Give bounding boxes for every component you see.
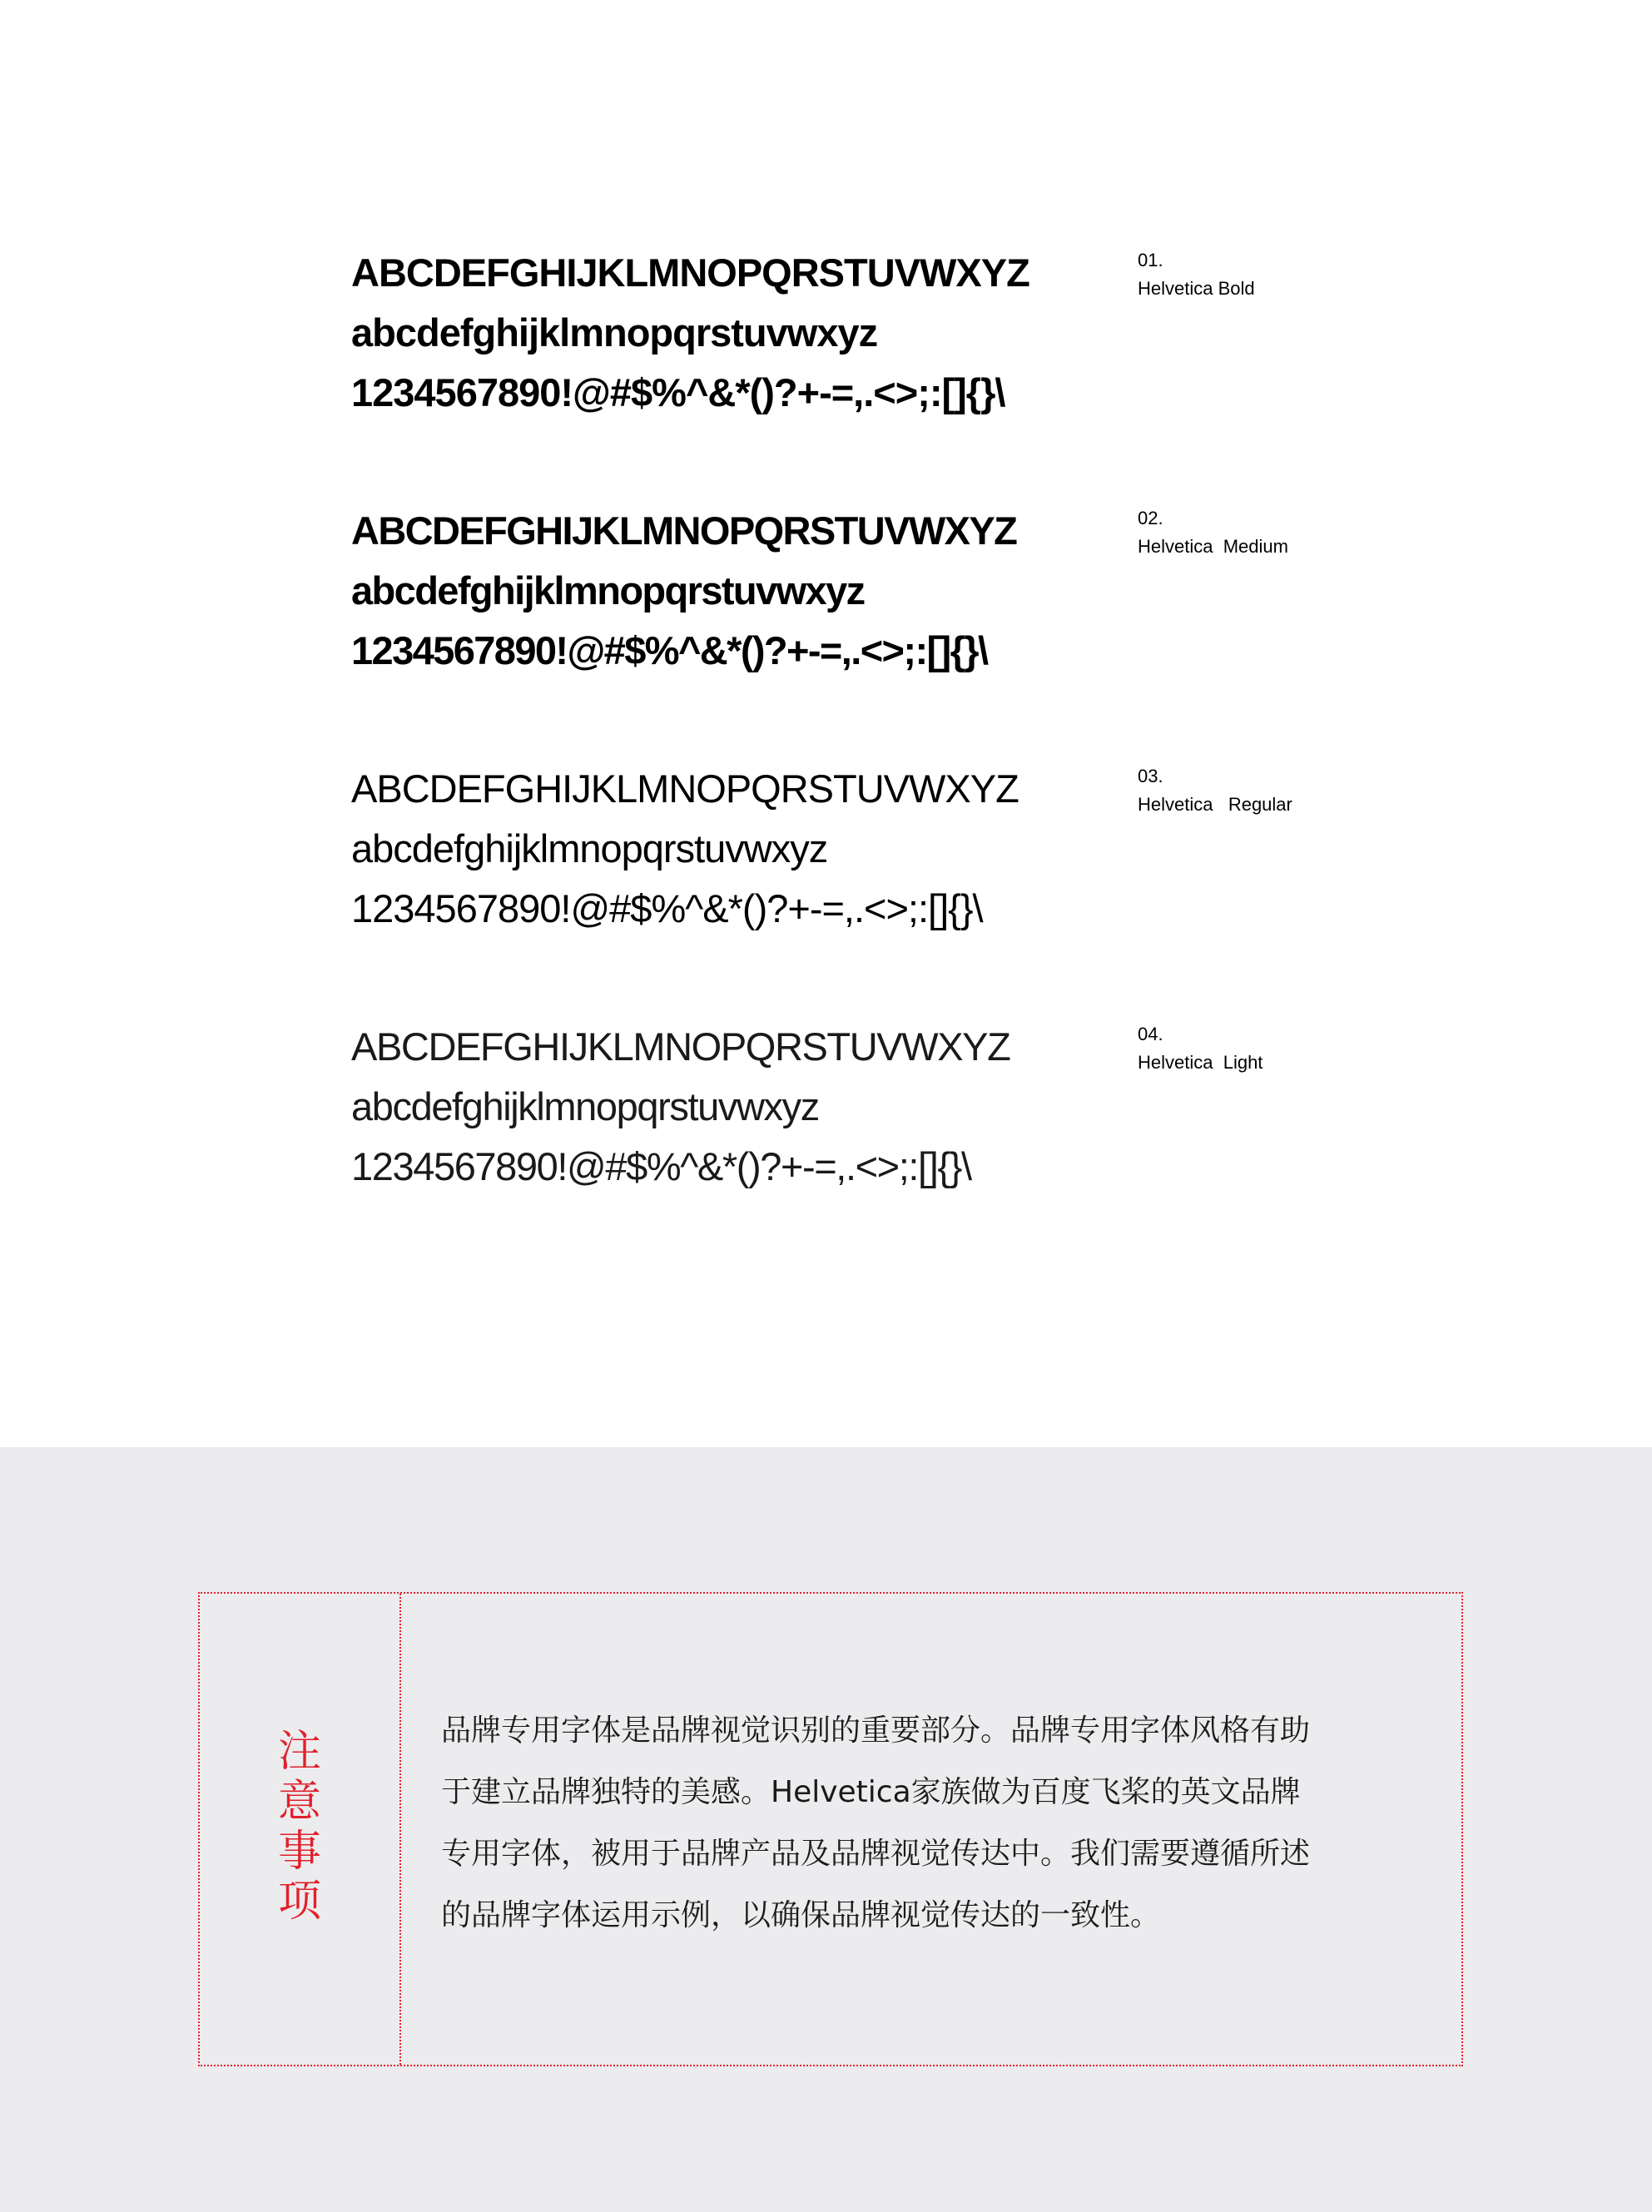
lowercase-line: abcdefghijklmnopqrstuvwxyz (351, 568, 865, 613)
specimen-sample (351, 759, 1100, 939)
specimen-helvetica-bold (351, 243, 1616, 426)
specimen-font-name: Helvetica Light (1138, 1052, 1263, 1073)
numerals-symbols-line: 1234567890!@#$%^&*()?+-=,.<>;:[]{}\ (351, 628, 988, 672)
uppercase-line: ABCDEFGHIJKLMNOPQRSTUVWXYZ (351, 250, 1029, 295)
specimen-font-name: Helvetica Bold (1138, 278, 1255, 299)
specimen-helvetica-medium (351, 501, 1616, 684)
specimen-label (1138, 1020, 1387, 1077)
numerals-symbols-line: 1234567890!@#$%^&*()?+-=,.<>;:[]{}\ (351, 1144, 971, 1188)
specimen-label (1138, 762, 1387, 819)
notes-title-char: 注 (277, 1727, 321, 1777)
uppercase-line: ABCDEFGHIJKLMNOPQRSTUVWXYZ (351, 766, 1019, 811)
notes-title (273, 1727, 326, 1927)
specimen-number: 02. (1138, 508, 1163, 528)
notes-divider (399, 1594, 401, 2065)
specimen-sample (351, 243, 1100, 423)
notes-body-line: 的品牌字体运用示例，以确保品牌视觉传达的一致性。 (441, 1898, 1161, 1932)
notes-body-line: 品牌专用字体是品牌视觉识别的重要部分。品牌专用字体风格有助 (441, 1714, 1311, 1748)
specimen-number: 01. (1138, 250, 1163, 270)
notes-title-char: 意 (277, 1777, 321, 1827)
notes-box (198, 1592, 1463, 2066)
numerals-symbols-line: 1234567890!@#$%^&*()?+-=,.<>;:[]{}\ (351, 370, 1005, 414)
notes-body-line: 于建立品牌独特的美感。Helvetica家族做为百度飞桨的英文品牌 (441, 1775, 1301, 1809)
specimen-number: 04. (1138, 1024, 1163, 1044)
notes-body (441, 1700, 1390, 1947)
specimen-sample (351, 1017, 1100, 1197)
notes-panel (0, 1447, 1652, 2212)
numerals-symbols-line: 1234567890!@#$%^&*()?+-=,.<>;:[]{}\ (351, 886, 983, 930)
lowercase-line: abcdefghijklmnopqrstuvwxyz (351, 826, 828, 870)
notes-body-line: 专用字体，被用于品牌产品及品牌视觉传达中。我们需要遵循所述 (441, 1837, 1311, 1871)
specimen-sample (351, 501, 1100, 681)
lowercase-line: abcdefghijklmnopqrstuvwxyz (351, 310, 878, 355)
uppercase-line: ABCDEFGHIJKLMNOPQRSTUVWXYZ (351, 508, 1017, 553)
specimen-label (1138, 504, 1387, 561)
specimen-number: 03. (1138, 766, 1163, 786)
specimen-font-name: Helvetica Regular (1138, 794, 1292, 815)
lowercase-line: abcdefghijklmnopqrstuvwxyz (351, 1084, 819, 1128)
specimen-helvetica-light (351, 1017, 1616, 1200)
specimen-font-name: Helvetica Medium (1138, 536, 1288, 557)
specimen-helvetica-regular (351, 759, 1616, 942)
notes-title-char: 项 (277, 1877, 321, 1927)
notes-title-char: 事 (277, 1827, 321, 1877)
specimen-label (1138, 246, 1387, 303)
uppercase-line: ABCDEFGHIJKLMNOPQRSTUVWXYZ (351, 1024, 1010, 1069)
